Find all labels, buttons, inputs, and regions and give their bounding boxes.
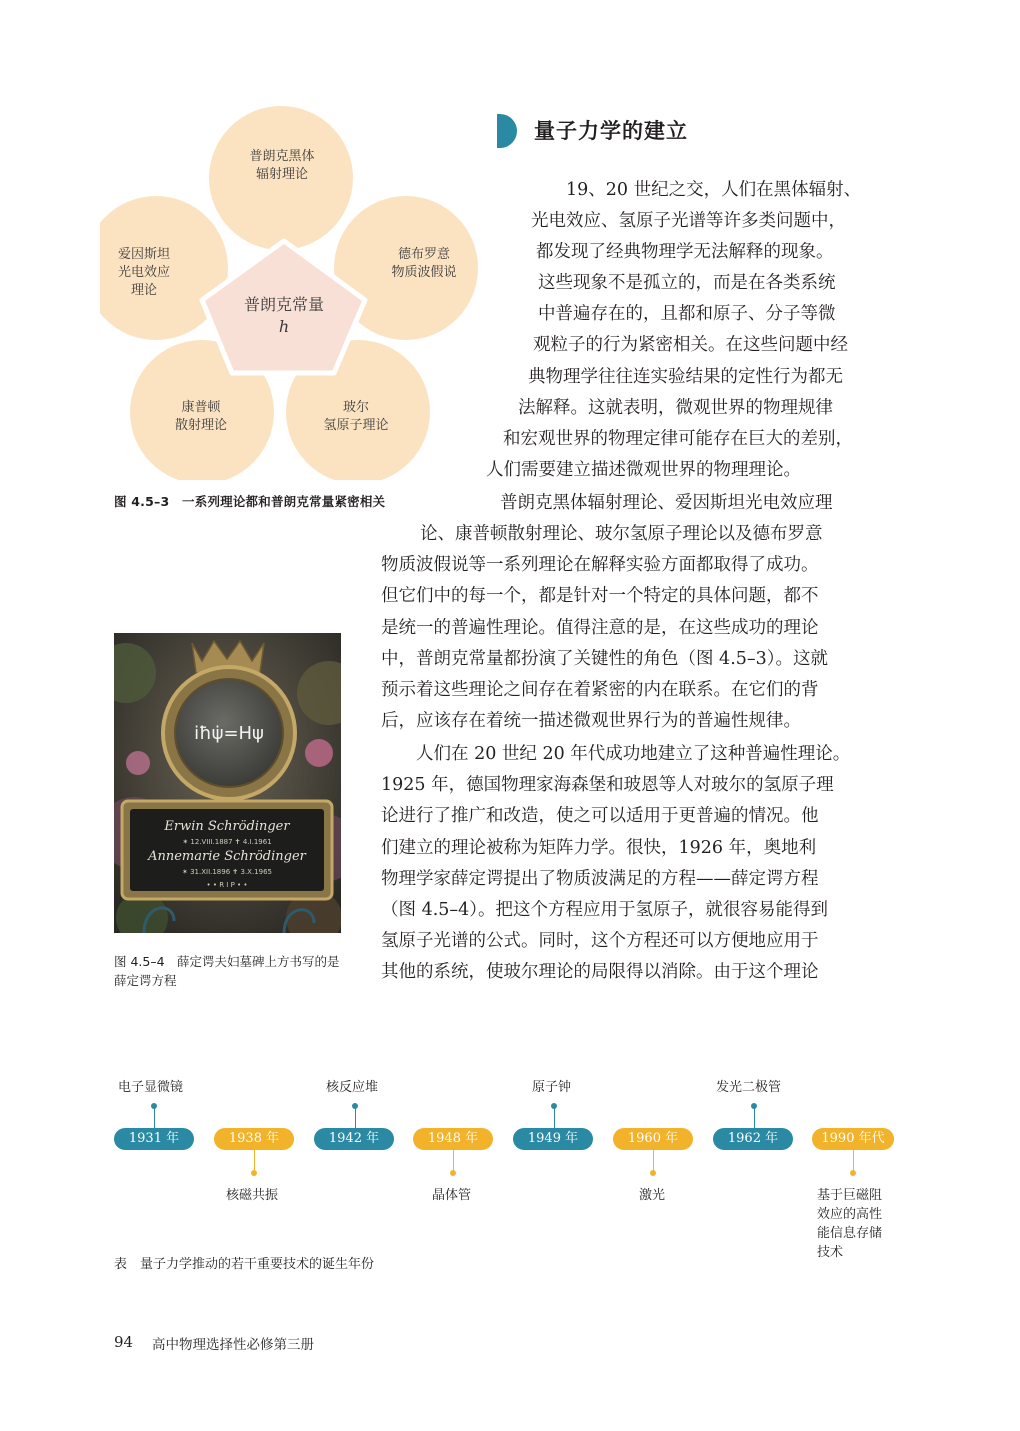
- timeline-tech-label: 能信息存储: [817, 1226, 883, 1241]
- theories-diagram: [100, 100, 490, 480]
- petal-label-line: 散射理论: [174, 418, 228, 433]
- timeline-stem: [653, 1150, 655, 1172]
- timeline-tech-label: 电子显微镜: [118, 1080, 184, 1095]
- petal-label-line: 康普顿: [181, 400, 221, 415]
- body-line: 中，普朗克常量都扮演了关键性的角色（图 4.5–3）。这就: [381, 649, 829, 669]
- plaque-dates-1: ✶ 12.VIII.1887 ✝ 4.I.1961: [182, 838, 272, 846]
- body-line: 和宏观世界的物理定律可能存在巨大的差别，: [503, 429, 853, 449]
- timeline-year-pill: 1931 年: [114, 1128, 194, 1150]
- plaque-rip: • • R I P • •: [206, 881, 248, 889]
- body-line: 这些现象不是孤立的，而是在各类系统: [538, 273, 836, 293]
- timeline-stem: [254, 1150, 256, 1172]
- body-line: 们建立的理论被称为矩阵力学。很快，1926 年，奥地利: [381, 838, 817, 858]
- body-line: 其他的系统，使玻尔理论的局限得以消除。由于这个理论: [381, 962, 819, 982]
- timeline-year-pill: 1990 年代: [812, 1128, 894, 1150]
- body-line: 预示着这些理论之间存在着紧密的内在联系。在它们的背: [381, 680, 819, 700]
- section-title: 量子力学的建立: [534, 119, 688, 143]
- page-number: 94: [114, 1333, 134, 1351]
- petal-label-line: 光电效应: [117, 265, 171, 280]
- timeline-tech-label: 效应的高性: [817, 1207, 883, 1222]
- body-line: 氢原子光谱的公式。同时，这个方程还可以方便地应用于: [381, 931, 819, 951]
- body-line: 1925 年，德国物理家海森堡和玻恩等人对玻尔的氢原子理: [381, 775, 834, 795]
- diagram-svg: [100, 100, 490, 480]
- body-line: 法解释。这就表明，微观世界的物理规律: [518, 398, 833, 418]
- petal-label-line: 理论: [130, 283, 158, 298]
- body-line: 论进行了推广和改造，使之可以适用于更普遍的情况。他: [381, 806, 819, 826]
- timeline-dot: [251, 1170, 257, 1176]
- body-line: 人们在 20 世纪 20 年代成功地建立了这种普遍性理论。: [416, 744, 851, 764]
- plaque-name-1: Erwin Schrödinger: [164, 819, 290, 834]
- timeline-stem: [853, 1150, 855, 1172]
- timeline-tech-label: 核磁共振: [226, 1188, 279, 1203]
- timeline-tech-label: 激光: [639, 1188, 666, 1203]
- timeline-tech-label: 技术: [817, 1245, 844, 1260]
- petal-label-line: 普朗克黑体: [249, 149, 315, 164]
- body-line: 物理学家薛定谔提出了物质波满足的方程——薛定谔方程: [381, 869, 819, 889]
- body-line: 论、康普顿散射理论、玻尔氢原子理论以及德布罗意: [420, 524, 823, 544]
- timeline-tech-label: 晶体管: [432, 1188, 472, 1203]
- timeline-year-pill: 1949 年: [513, 1128, 593, 1150]
- timeline-dot: [450, 1170, 456, 1176]
- petal-label-line: 物质波假说: [391, 265, 457, 280]
- timeline-stem: [754, 1106, 756, 1128]
- timeline-stem: [355, 1106, 357, 1128]
- timeline-tech-label: 发光二极管: [716, 1080, 782, 1095]
- petal-label-line: 辐射理论: [255, 167, 309, 182]
- plaque-name-2: Annemarie Schrödinger: [148, 849, 306, 864]
- tombstone-photo: [114, 633, 341, 933]
- center-symbol: h: [278, 317, 290, 336]
- section-marker: [497, 114, 517, 148]
- body-line: 是统一的普遍性理论。值得注意的是，在这些成功的理论: [381, 618, 819, 638]
- body-line: 光电效应、氢原子光谱等许多类问题中，: [531, 211, 846, 231]
- timeline-year-pill: 1960 年: [613, 1128, 693, 1150]
- timeline-tech-label: 核反应堆: [326, 1080, 379, 1095]
- body-line: 观粒子的行为紧密相关。在这些问题中经: [533, 335, 848, 355]
- body-line: 典物理学往往连实验结果的定性行为都无: [528, 367, 843, 387]
- petal-label-line: 爱因斯坦: [117, 247, 171, 262]
- equation-text: iħψ̇=Hψ: [194, 723, 264, 744]
- timeline-year-pill: 1942 年: [314, 1128, 394, 1150]
- center-label: 普朗克常量: [243, 295, 325, 314]
- body-line: 都发现了经典物理学无法解释的现象。: [536, 242, 834, 262]
- timeline-year-pill: 1962 年: [713, 1128, 793, 1150]
- timeline-stem: [154, 1106, 156, 1128]
- petal-label-line: 德布罗意: [397, 247, 451, 262]
- plaque-dates-2: ✶ 31.XII.1896 ✝ 3.X.1965: [181, 868, 273, 876]
- timeline-stem: [453, 1150, 455, 1172]
- timeline-dot: [650, 1170, 656, 1176]
- timeline-dot: [850, 1170, 856, 1176]
- body-line: （图 4.5–4）。把这个方程应用于氢原子，就很容易能得到: [381, 900, 829, 920]
- petal-label-line: 玻尔: [342, 400, 370, 415]
- timeline-tech-label: 基于巨磁阻: [817, 1188, 883, 1203]
- body-line: 中普遍存在的，且都和原子、分子等微: [538, 304, 836, 324]
- timeline-year-pill: 1938 年: [214, 1128, 294, 1150]
- petal-label-line: 氢原子理论: [323, 418, 389, 433]
- body-line: 后，应该存在着统一描述微观世界行为的普遍性规律。: [381, 711, 801, 731]
- table-caption: 表 量子力学推动的若干重要技术的诞生年份: [114, 1257, 375, 1272]
- figure-caption-4-5-4: 图 4.5–4 薛定谔夫妇墓碑上方书写的是薛定谔方程: [114, 954, 340, 988]
- body-line: 但它们中的每一个，都是针对一个特定的具体问题，都不: [381, 586, 819, 606]
- body-line: 物质波假说等一系列理论在解释实验方面都取得了成功。: [381, 555, 819, 575]
- figure-caption-4-5-3: 图 4.5–3 一系列理论都和普朗克常量紧密相关: [114, 494, 386, 509]
- book-title: 高中物理选择性必修第三册: [152, 1337, 314, 1353]
- body-line: 普朗克黑体辐射理论、爱因斯坦光电效应理: [500, 493, 833, 513]
- body-line: 人们需要建立描述微观世界的物理理论。: [486, 460, 801, 480]
- timeline-tech-label: 原子钟: [532, 1080, 572, 1095]
- timeline-year-pill: 1948 年: [413, 1128, 493, 1150]
- timeline-stem: [554, 1106, 556, 1128]
- tombstone-illustration: [114, 633, 341, 933]
- body-line: 19、20 世纪之交，人们在黑体辐射、: [566, 180, 862, 200]
